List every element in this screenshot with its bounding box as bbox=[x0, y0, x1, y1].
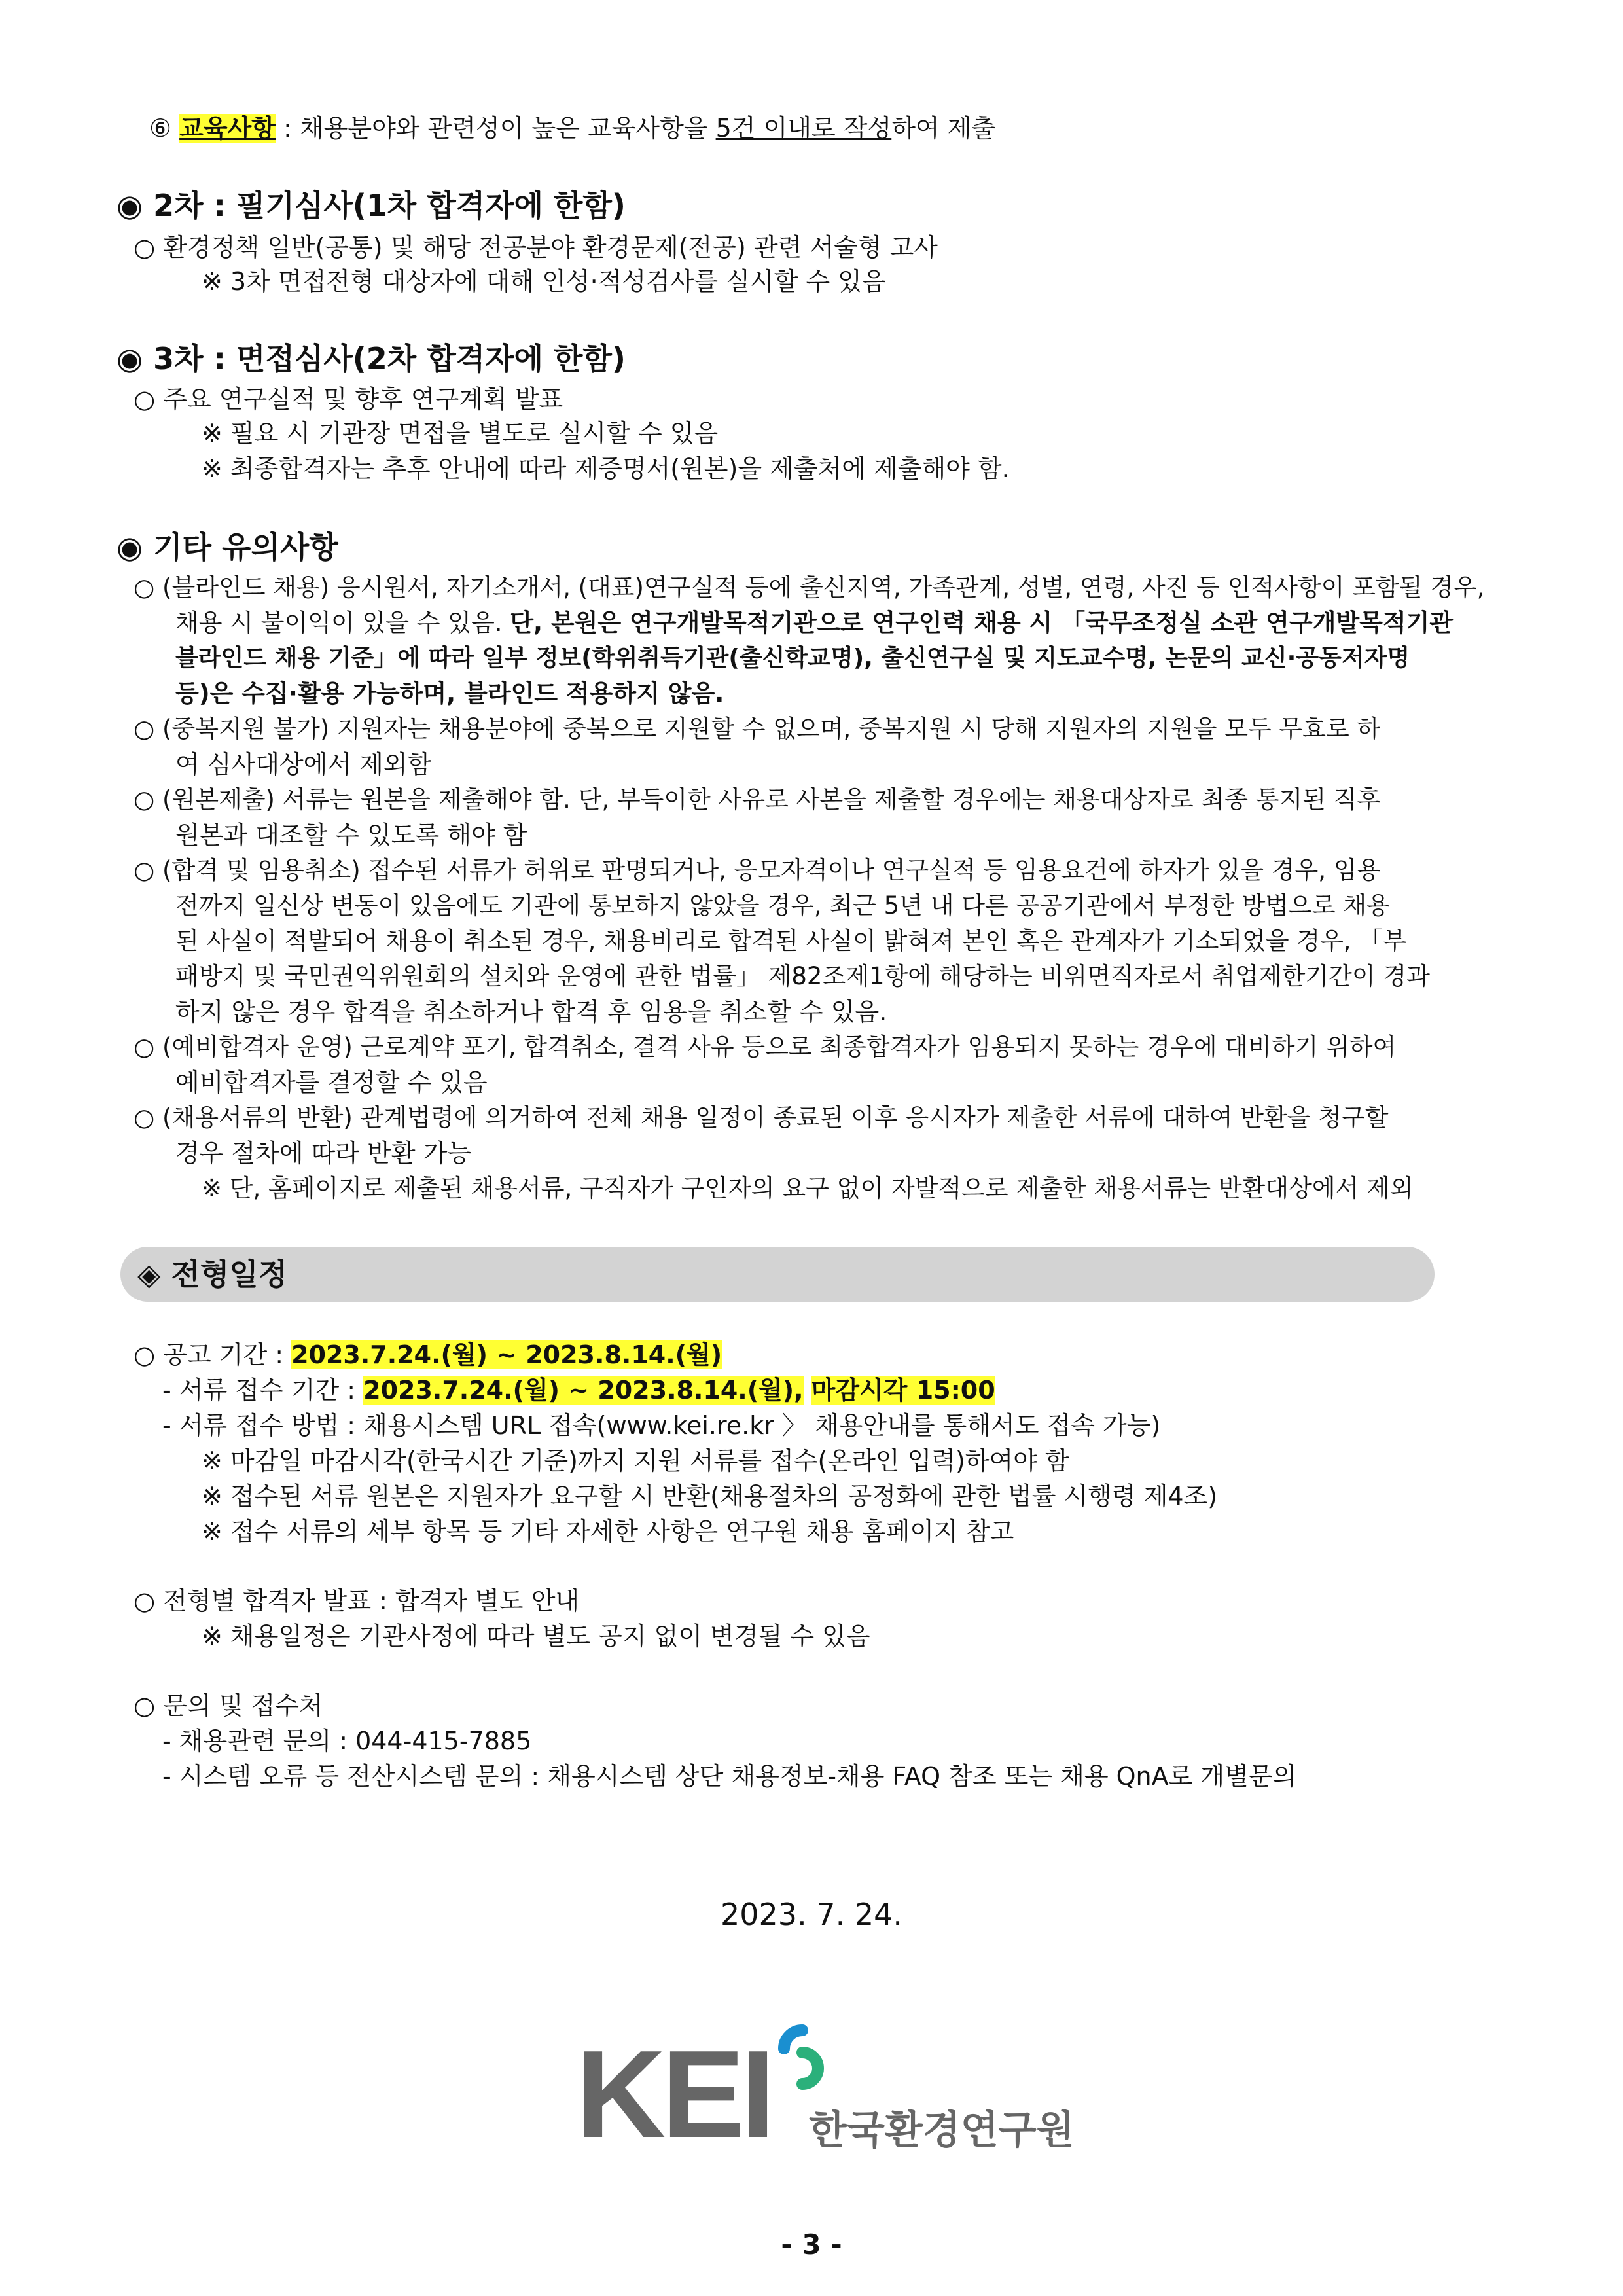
cancel-line-5: 하지 않은 경우 합격을 취소하거나 합격 후 임용을 취소할 수 있음. bbox=[175, 997, 887, 1026]
return-line-2: 경우 절차에 따라 반환 가능 bbox=[175, 1139, 472, 1168]
blind-line-1: ○ (블라인드 채용) 응시원서, 자기소개서, (대표)연구실적 등에 출신지역, 가족관계, 성별, 연령, 사진 등 인적사항이 포함될 경우, bbox=[134, 573, 1485, 601]
education-num: ⑥ bbox=[149, 114, 172, 143]
result-line: ○ 전형별 합격자 발표 : 합격자 별도 안내 bbox=[134, 1587, 580, 1615]
blind-line-2b: 단, 본원은 연구개발목적기관으로 연구인력 채용 시 「국무조정실 소관 연구개발목적기관 bbox=[510, 609, 1454, 637]
orig-line-1: ○ (원본제출) 서류는 원본을 제출해야 함. 단, 부득이한 사유로 사본을 제출할 경우에는 채용대상자로 최종 통지된 직후 bbox=[134, 785, 1381, 814]
notice-period-line bbox=[134, 1338, 722, 1372]
blind-line-2 bbox=[175, 606, 1453, 640]
kei-logo-letters: KEI bbox=[576, 2025, 772, 2153]
other-title: ◉ 기타 유의사항 bbox=[116, 529, 338, 565]
result-note: ※ 채용일정은 기관사정에 따라 별도 공지 없이 변경될 수 있음 bbox=[202, 1622, 870, 1651]
reserve-line-2: 예비합격자를 결정할 수 있음 bbox=[175, 1068, 488, 1097]
return-line-1: ○ (채용서류의 반환) 관계법령에 의거하여 전체 채용 일정이 종료된 이후 응시자가 제출한 서류에 대하여 반환을 청구할 bbox=[134, 1103, 1389, 1132]
reserve-line-1: ○ (예비합격자 운영) 근로계약 포기, 합격취소, 결격 사유 등으로 최종합격자가 임용되지 못하는 경우에 대비하기 위하여 bbox=[134, 1033, 1397, 1061]
education-line bbox=[149, 111, 995, 145]
schedule-note-2: ※ 접수된 서류 원본은 지원자가 요구할 시 반환(채용절차의 공정화에 관한 법률 시행령 제4조) bbox=[202, 1482, 1218, 1511]
stage2-item: ○ 환경정책 일반(공통) 및 해당 전공분야 환경문제(전공) 관련 서술형 고사 bbox=[134, 233, 938, 262]
cancel-line-1: ○ (합격 및 임용취소) 접수된 서류가 허위로 판명되거나, 응모자격이나 연구실적 등 임용요건에 하자가 있을 경우, 임용 bbox=[134, 856, 1381, 884]
blind-line-2a: 채용 시 불이익이 있을 수 있음. bbox=[175, 609, 510, 637]
education-tail: 하여 제출 bbox=[891, 114, 996, 143]
receipt-method: - 서류 접수 방법 : 채용시스템 URL 접속(www.kei.re.kr 〉 채용안내를 통해서도 접속 가능) bbox=[162, 1411, 1161, 1440]
return-note: ※ 단, 홈페이지로 제출된 채용서류, 구직자가 구인자의 요구 없이 자발적으로 제출한 채용서류는 반환대상에서 제외 bbox=[202, 1174, 1414, 1202]
schedule-header-bar bbox=[120, 1247, 1435, 1302]
contact-phone: - 채용관련 문의 : 044-415-7885 bbox=[162, 1727, 532, 1755]
contact-system: - 시스템 오류 등 전산시스템 문의 : 채용시스템 상단 채용정보-채용 FAQ 참조 또는 채용 QnA로 개별문의 bbox=[162, 1762, 1297, 1791]
cancel-line-3: 된 사실이 적발되어 채용이 취소된 경우, 채용비리로 합격된 사실이 밝혀져 본인 혹은 관계자가 기소되었을 경우, 「부 bbox=[175, 927, 1407, 955]
contact-title: ○ 문의 및 접수처 bbox=[134, 1691, 323, 1720]
education-text: : 채용분야와 관련성이 높은 교육사항을 bbox=[276, 114, 716, 143]
kei-org-name: 한국환경연구원 bbox=[809, 2108, 1075, 2153]
stage3-note-2: ※ 최종합격자는 추후 안내에 따라 제증명서(원본)을 제출처에 제출해야 함. bbox=[202, 454, 1010, 483]
dup-line-1: ○ (중복지원 불가) 지원자는 채용분야에 중복으로 지원할 수 없으며, 중복지원 시 당해 지원자의 지원을 모두 무효로 하 bbox=[134, 715, 1381, 743]
notice-label: ○ 공고 기간 : bbox=[134, 1340, 292, 1369]
blind-line-4: 등)은 수집·활용 가능하며, 블라인드 적용하지 않음. bbox=[175, 679, 724, 708]
cancel-line-4: 패방지 및 국민권익위원회의 설치와 운영에 관한 법률」 제82조제1항에 해당하는 비위면직자로서 취업제한기간이 경과 bbox=[175, 962, 1430, 990]
schedule-title: ◈ 전형일정 bbox=[137, 1257, 288, 1292]
blind-line-3: 블라인드 채용 기준」에 따라 일부 정보(학위취득기관(출신학교명), 출신연구실 및 지도교수명, 논문의 교신·공동저자명 bbox=[175, 645, 1410, 672]
receipt-deadline: 마감시각 15:00 bbox=[811, 1376, 995, 1405]
stage3-note-1: ※ 필요 시 기관장 면접을 별도로 실시할 수 있음 bbox=[202, 419, 719, 448]
stage2-title: ◉ 2차 : 필기심사(1차 합격자에 한함) bbox=[116, 188, 626, 223]
orig-line-2: 원본과 대조할 수 있도록 해야 함 bbox=[175, 821, 527, 850]
receipt-period: 2023.7.24.(월) ~ 2023.8.14.(월), bbox=[363, 1376, 804, 1405]
education-underline: 5건 이내로 작성 bbox=[715, 114, 892, 143]
page-number: - 3 - bbox=[781, 2229, 842, 2261]
stage3-item: ○ 주요 연구실적 및 향후 연구계획 발표 bbox=[134, 385, 563, 414]
receipt-period-line bbox=[162, 1373, 995, 1407]
schedule-note-1: ※ 마감일 마감시각(한국시간 기준)까지 지원 서류를 접수(온라인 입력)하여야 함 bbox=[202, 1446, 1069, 1475]
dup-line-2: 여 심사대상에서 제외함 bbox=[175, 750, 432, 779]
stage3-title: ◉ 3차 : 면접심사(2차 합격자에 한함) bbox=[116, 341, 626, 376]
document-date: 2023. 7. 24. bbox=[721, 1897, 902, 1932]
schedule-note-3: ※ 접수 서류의 세부 항목 등 기타 자세한 사항은 연구원 채용 홈페이지 참고 bbox=[202, 1517, 1014, 1546]
cancel-line-2: 전까지 일신상 변동이 있음에도 기관에 통보하지 않았을 경우, 최근 5년 내 다른 공공기관에서 부정한 방법으로 채용 bbox=[175, 891, 1390, 920]
education-label: 교육사항 bbox=[179, 114, 276, 143]
stage2-note: ※ 3차 면접전형 대상자에 대해 인성·적성검사를 실시할 수 있음 bbox=[202, 267, 886, 296]
receipt-label: - 서류 접수 기간 : bbox=[162, 1376, 364, 1405]
notice-period: 2023.7.24.(월) ~ 2023.8.14.(월) bbox=[291, 1340, 722, 1369]
